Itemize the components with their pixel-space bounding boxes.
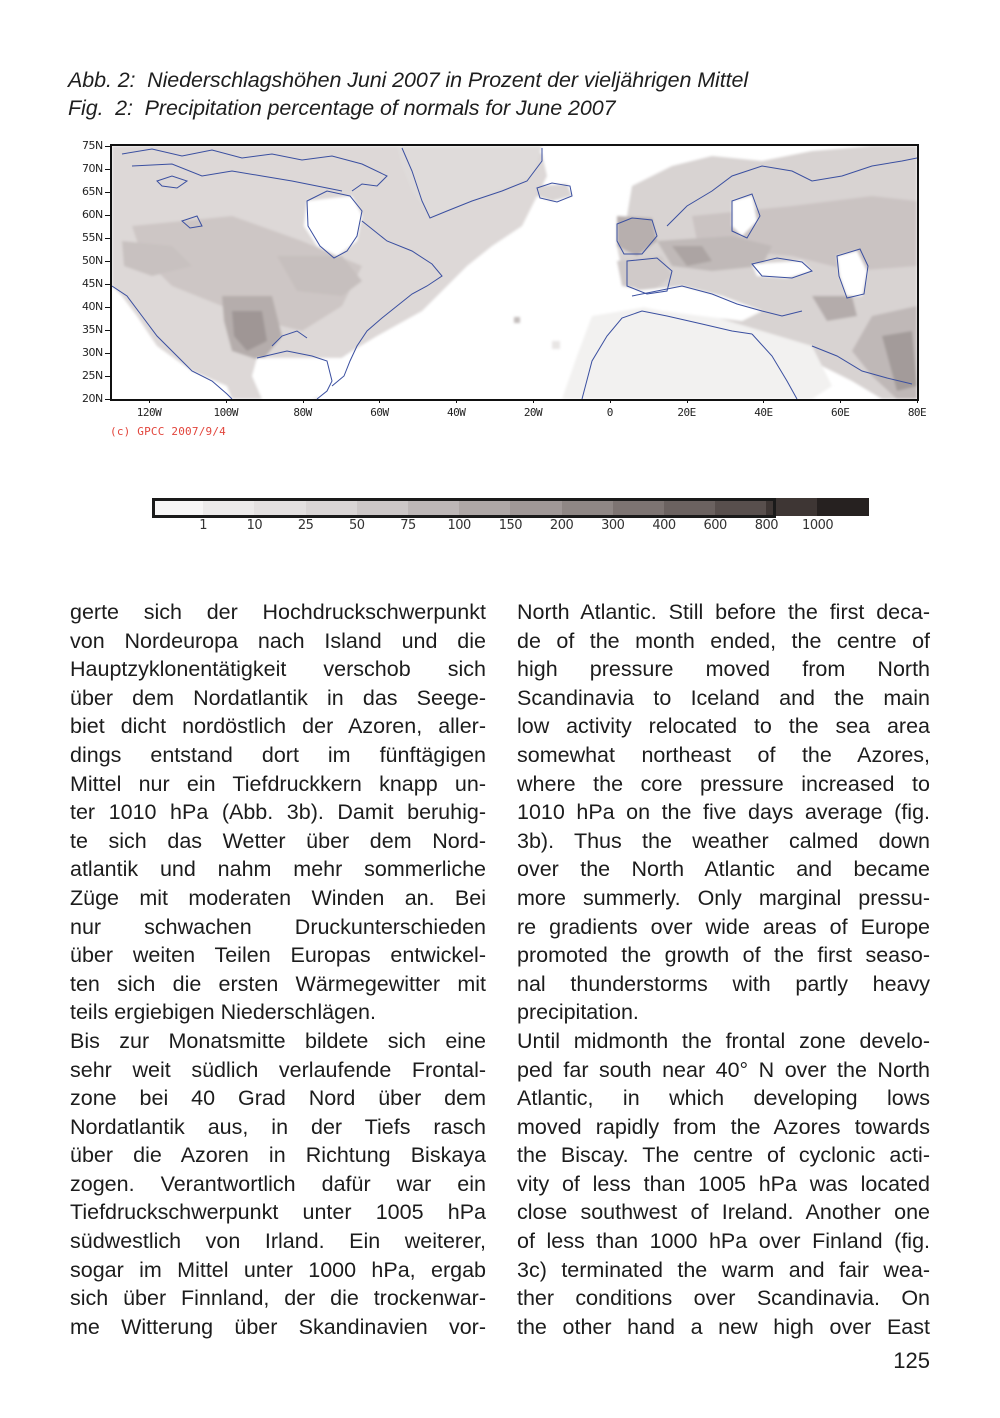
text-line: North Atlantic. Still before the first deca- — [517, 600, 930, 624]
text-line: high pressure moved from North — [517, 657, 930, 682]
colorbar-level-label: 400 — [652, 518, 676, 533]
text-line: sehr weit südlich verlaufende Frontal- — [70, 1057, 486, 1082]
colorbar-level-label: 600 — [703, 518, 727, 533]
colorbar-swatch — [613, 498, 664, 518]
longitude-tick-label: 100W — [213, 406, 239, 419]
text-line: ther conditions over Scandinavia. On — [517, 1286, 930, 1311]
text-line: gerte sich der Hochdruckschwerpunkt — [70, 600, 486, 624]
latitude-tick-label: 75N — [82, 139, 103, 152]
longitude-tick-label: 60E — [831, 406, 850, 419]
latitude-tick-label: 70N — [82, 162, 103, 175]
text-line: dings entstand dort im fünftägigen — [70, 742, 486, 767]
text-line: Tiefdruckschwerpunkt unter 1005 hPa — [70, 1200, 486, 1225]
text-line: biet dicht nordöstlich der Azoren, aller- — [70, 714, 486, 739]
colorbar-level-label: 50 — [349, 518, 365, 533]
colorbar-level-label: 10 — [246, 518, 263, 533]
text-line: close southwest of Ireland. Another one — [517, 1200, 930, 1225]
text-line: von Nordeuropa nach Island und die — [70, 628, 486, 653]
text-line: Züge mit moderaten Winden an. Bei — [70, 885, 486, 910]
text-line: the other hand a new high over East — [517, 1314, 930, 1339]
colorbar-swatch — [152, 498, 203, 518]
precipitation-heatmap — [112, 146, 917, 399]
text-line: über die Azoren in Richtung Biskaya — [70, 1143, 486, 1168]
longitude-tick-label: 0 — [606, 406, 613, 419]
text-line: zogen. Verantwortlich dafür war ein — [70, 1171, 486, 1196]
text-line: 3b). Thus the weather calmed down — [517, 828, 930, 853]
text-line: the Biscay. The centre of cyclonic acti- — [517, 1143, 930, 1168]
latitude-tick-label: 30N — [82, 346, 103, 359]
text-line: Scandinavia to Iceland and the main — [517, 685, 930, 710]
latitude-tick-label: 60N — [82, 208, 103, 221]
colorbar-swatch — [459, 498, 510, 518]
latitude-tick-label: 65N — [82, 185, 103, 198]
text-line: where the core pressure increased to — [517, 771, 930, 796]
figure-caption-german: Abb. 2: Niederschlagshöhen Juni 2007 in Prozent der vieljährigen Mittel — [68, 68, 749, 92]
copyright-notice: (c) GPCC 2007/9/4 — [110, 425, 226, 438]
text-line: me Witterung über Skandinavien vor- — [70, 1314, 486, 1339]
latitude-tick-label: 35N — [82, 323, 103, 336]
text-line: Mittel nur ein Tiefdruckkern knapp un- — [70, 771, 486, 796]
text-line: de of the month ended, the centre of — [517, 628, 930, 653]
text-line: Nordatlantik aus, in der Tiefs rasch — [70, 1114, 486, 1139]
colorbar-swatch — [664, 498, 715, 518]
colorbar-swatch — [306, 498, 357, 518]
colorbar-level-label: 75 — [400, 518, 416, 533]
text-line: nal thunderstorms with partly heavy — [517, 971, 930, 996]
longitude-tick-label: 20E — [677, 406, 696, 419]
colorbar — [152, 498, 872, 520]
text-line: moved rapidly from the Azores towards — [517, 1114, 930, 1139]
text-line: über weiten Teilen Europas entwickel- — [70, 943, 486, 968]
latitude-tick-label: 55N — [82, 231, 103, 244]
text-line: ter 1010 hPa (Abb. 3b). Damit beruhig- — [70, 800, 486, 825]
longitude-tick-label: 20W — [523, 406, 543, 419]
longitude-tick-label: 60W — [370, 406, 389, 419]
colorbar-labels — [0, 518, 1000, 538]
text-line: sogar im Mittel unter 1000 hPa, ergab — [70, 1257, 486, 1282]
text-line: of less than 1000 hPa over Finland (fig. — [517, 1229, 930, 1254]
text-line: Until midmonth the frontal zone develo- — [517, 1028, 930, 1053]
longitude-tick-label: 80E — [907, 406, 927, 419]
colorbar-level-label: 200 — [549, 518, 574, 533]
longitude-tick-label: 40E — [754, 406, 773, 419]
text-line: südwestlich von Irland. Ein weiterer, — [70, 1229, 486, 1254]
colorbar-level-label: 300 — [601, 518, 625, 533]
text-line: somewhat northeast of the Azores, — [517, 742, 930, 767]
text-line: Bis zur Monatsmitte bildete sich eine — [70, 1028, 486, 1053]
text-line: low activity relocated to the sea area — [517, 714, 930, 739]
text-line: more summerly. Only marginal pressu- — [517, 885, 930, 910]
colorbar-swatch — [408, 498, 459, 518]
colorbar-level-label: 100 — [447, 518, 471, 533]
text-line: precipitation. — [517, 1000, 639, 1025]
page-number: 125 — [893, 1348, 930, 1373]
text-line: te sich das Wetter über dem Nord- — [70, 828, 486, 853]
text-line: zone bei 40 Grad Nord über dem — [70, 1086, 486, 1111]
text-line: over the North Atlantic and became — [517, 857, 930, 882]
colorbar-level-label: 25 — [297, 518, 314, 533]
text-line: Hauptzyklonentätigkeit verschob sich — [70, 657, 486, 682]
text-line: über dem Nordatlantik in das Seege- — [70, 685, 486, 710]
text-line: vity of less than 1005 hPa was located — [517, 1171, 930, 1196]
latitude-tick-label: 25N — [82, 369, 103, 382]
colorbar-swatches — [152, 498, 869, 518]
longitude-tick-label: 40W — [447, 406, 466, 419]
latitude-tick-label: 45N — [82, 277, 103, 290]
german-text-column — [70, 598, 486, 1341]
colorbar-swatch — [562, 498, 613, 518]
colorbar-swatch — [817, 498, 868, 516]
colorbar-level-label: 800 — [754, 518, 779, 533]
precipitation-map-figure — [0, 130, 1000, 450]
text-line: 3c) terminated the warm and fair wea- — [517, 1257, 930, 1282]
precipitation-shading — [112, 146, 917, 399]
text-line: ped far south near 40° N over the North — [517, 1057, 930, 1082]
colorbar-level-label: 1000 — [802, 518, 834, 533]
text-line: Atlantic, in which developing lows — [517, 1086, 930, 1111]
colorbar-swatch — [715, 498, 766, 518]
colorbar-swatch — [510, 498, 561, 518]
latitude-tick-label: 50N — [82, 254, 103, 267]
colorbar-level-label: 150 — [498, 518, 523, 533]
english-text-column — [517, 598, 930, 1341]
text-line: teils ergiebigen Niederschlägen. — [70, 1000, 376, 1025]
text-line: 1010 hPa on the five days average (fig. — [517, 800, 930, 825]
colorbar-swatch — [766, 498, 817, 516]
latitude-tick-label: 20N — [82, 392, 103, 405]
text-line: nur schwachen Druckunterschieden — [70, 914, 486, 939]
map-plot-area — [110, 144, 919, 401]
text-line: promoted the growth of the first seaso- — [517, 943, 930, 968]
colorbar-swatch — [357, 498, 408, 518]
colorbar-swatch — [254, 498, 305, 518]
text-line: re gradients over wide areas of Europe — [517, 914, 930, 939]
figure-caption-english: Fig. 2: Precipitation percentage of normals for June 2007 — [68, 96, 616, 120]
colorbar-swatch — [203, 498, 254, 518]
longitude-tick-label: 120W — [136, 406, 162, 419]
text-line: atlantik und nahm mehr sommerliche — [70, 857, 486, 882]
longitude-tick-label: 80W — [293, 406, 312, 419]
text-line: sich über Finnland, der die trockenwar- — [70, 1286, 486, 1311]
latitude-tick-label: 40N — [82, 300, 103, 313]
text-line: ten sich die ersten Wärmegewitter mit — [70, 971, 486, 996]
colorbar-level-label: 1 — [199, 518, 208, 533]
